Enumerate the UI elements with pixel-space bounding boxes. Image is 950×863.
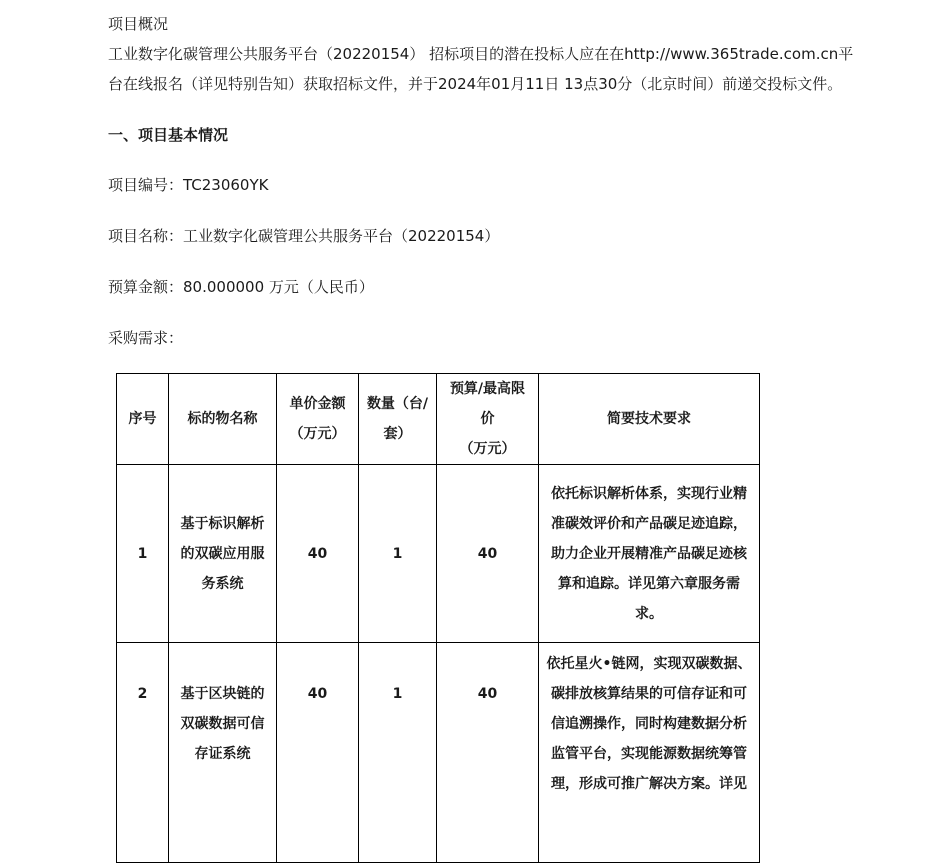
overview-intro-line-2: 台在线报名（详见特别告知）获取招标文件，并于2024年01月11日 13点30分（北京时间）前递交投标文件。 <box>108 75 843 93</box>
overview-title: 项目概况 <box>108 15 169 33</box>
header-budget <box>437 374 539 465</box>
cell-name: 基于区块链的双碳数据可信存证系统 <box>169 643 277 863</box>
cell-budget: 40 <box>437 643 539 863</box>
project-name: 项目名称：工业数字化碳管理公共服务平台（20220154） <box>108 227 500 245</box>
header-budget-line-2: （万元） <box>459 441 516 457</box>
section-heading: 一、项目基本情况 <box>108 126 229 144</box>
cell-idx: 1 <box>117 465 169 643</box>
header-unit-price-line-2: （万元） <box>289 426 346 442</box>
overview-intro <box>108 39 860 99</box>
requirement-label: 采购需求： <box>108 329 184 347</box>
overview-intro-line-1: 工业数字化碳管理公共服务平台（20220154） 招标项目的潜在投标人应在在http://www.365trade.com.cn平 <box>108 45 854 63</box>
table-row <box>117 465 760 643</box>
header-name: 标的物名称 <box>169 374 277 465</box>
cell-unit-price: 40 <box>277 465 359 643</box>
header-idx: 序号 <box>117 374 169 465</box>
header-tech: 简要技术要求 <box>539 374 760 465</box>
cell-unit-price: 40 <box>277 643 359 863</box>
cell-qty: 1 <box>359 643 437 863</box>
table-header-row <box>117 374 760 465</box>
cell-qty: 1 <box>359 465 437 643</box>
project-code: 项目编号：TC23060YK <box>108 176 269 194</box>
budget-amount: 预算金额：80.000000 万元（人民币） <box>108 278 374 296</box>
requirement-table <box>116 373 760 863</box>
header-unit-price-line-1: 单价金额 <box>289 396 346 412</box>
cell-budget: 40 <box>437 465 539 643</box>
cell-idx: 2 <box>117 643 169 863</box>
header-qty-line-2: 套） <box>383 426 412 442</box>
header-qty-line-1: 数量（台/ <box>366 396 429 412</box>
header-budget-line-1: 预算/最高限价 <box>449 381 526 427</box>
header-unit-price <box>277 374 359 465</box>
cell-tech: 依托星火•链网，实现双碳数据、碳排放核算结果的可信存证和可信追溯操作，同时构建数据分析监管平台，实现能源数据统筹管理，形成可推广解决方案。详见 <box>539 643 760 863</box>
header-qty <box>359 374 437 465</box>
cell-tech: 依托标识解析体系，实现行业精准碳效评价和产品碳足迹追踪，助力企业开展精准产品碳足迹核算和追踪。详见第六章服务需求。 <box>539 465 760 643</box>
table-row <box>117 643 760 863</box>
cell-name: 基于标识解析的双碳应用服务系统 <box>169 465 277 643</box>
